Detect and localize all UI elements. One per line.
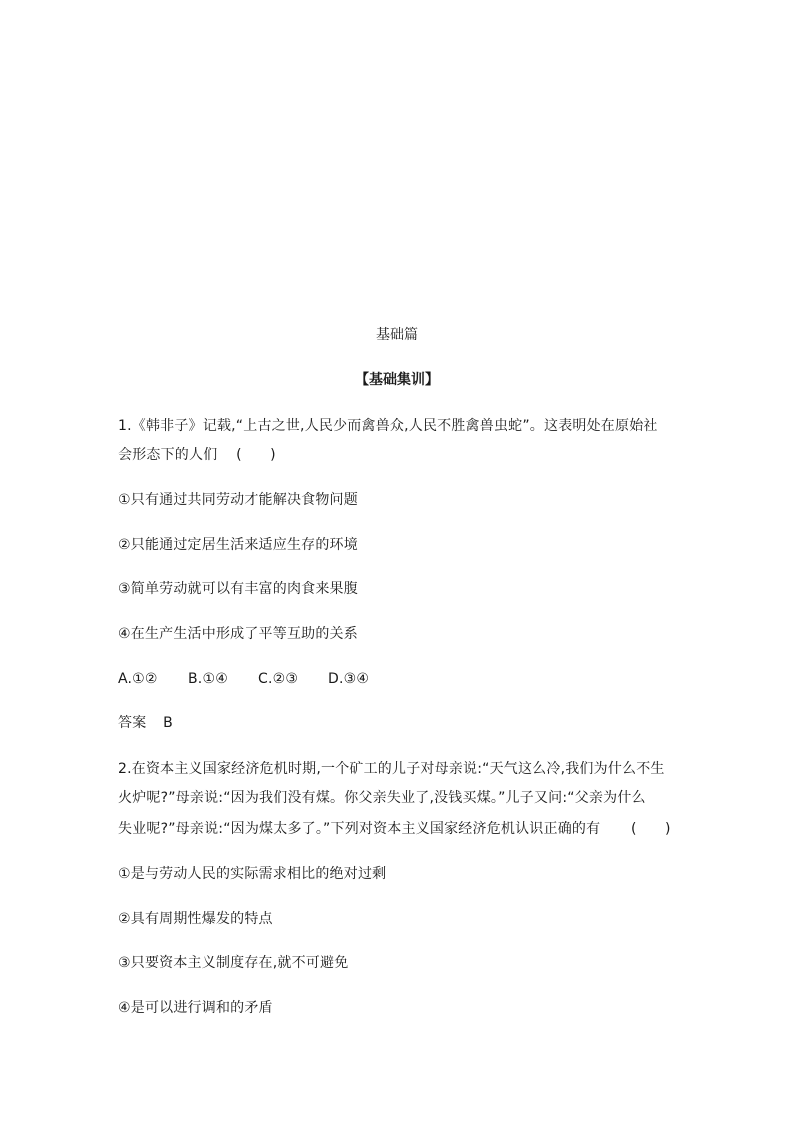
question-1-stem-text: 会形态下的人们 <box>118 447 218 463</box>
section-title: 基础篇 <box>376 327 418 343</box>
question-1-answer <box>118 714 173 732</box>
question-1-option-4: ④在生产生活中形成了平等互助的关系 <box>118 626 358 642</box>
question-2-option-3: ③只要资本主义制度存在,就不可避免 <box>118 955 349 971</box>
question-1-choice-d: D.③④ <box>328 671 370 687</box>
question-1-option-3: ③简单劳动就可以有丰富的肉食来果腹 <box>118 581 358 597</box>
question-2-stem-text: 失业呢?”母亲说:“因为煤太多了。”下列对资本主义国家经济危机认识正确的有 <box>118 821 601 837</box>
question-2-option-1: ①是与劳动人民的实际需求相比的绝对过剩 <box>118 866 387 882</box>
question-1-option-1: ①只有通过共同劳动才能解决食物问题 <box>118 492 358 508</box>
question-1-choice-b: B.①④ <box>188 671 228 687</box>
question-2-answer-blank: ( ) <box>630 821 671 837</box>
answer-value: B <box>163 715 173 731</box>
question-2-stem-line-2: 火炉呢?”母亲说:“因为我们没有煤。你父亲失业了,没钱买煤。”儿子又问:“父亲为什么 <box>118 790 646 806</box>
question-2-stem-line-3 <box>118 820 671 838</box>
question-1-stem-line-2 <box>118 446 276 464</box>
question-1-answer-blank: ( ) <box>236 447 276 463</box>
question-1-choice-a: A.①② <box>118 671 158 687</box>
question-1-choice-c: C.②③ <box>258 671 299 687</box>
question-1-option-2: ②只能通过定居生活来适应生存的环境 <box>118 537 358 553</box>
answer-label: 答案 <box>118 715 147 731</box>
question-1-stem-line-1: 1.《韩非子》记载,“上古之世,人民少而禽兽众,人民不胜禽兽虫蛇”。这表明处在原始社 <box>118 418 658 434</box>
question-2-stem-line-1: 2.在资本主义国家经济危机时期,一个矿工的儿子对母亲说:“天气这么冷,我们为什么不生 <box>118 761 665 777</box>
question-2-option-4: ④是可以进行调和的矛盾 <box>118 1000 273 1016</box>
section-subtitle: 【基础集训】 <box>355 372 439 388</box>
question-2-option-2: ②具有周期性爆发的特点 <box>118 911 273 927</box>
